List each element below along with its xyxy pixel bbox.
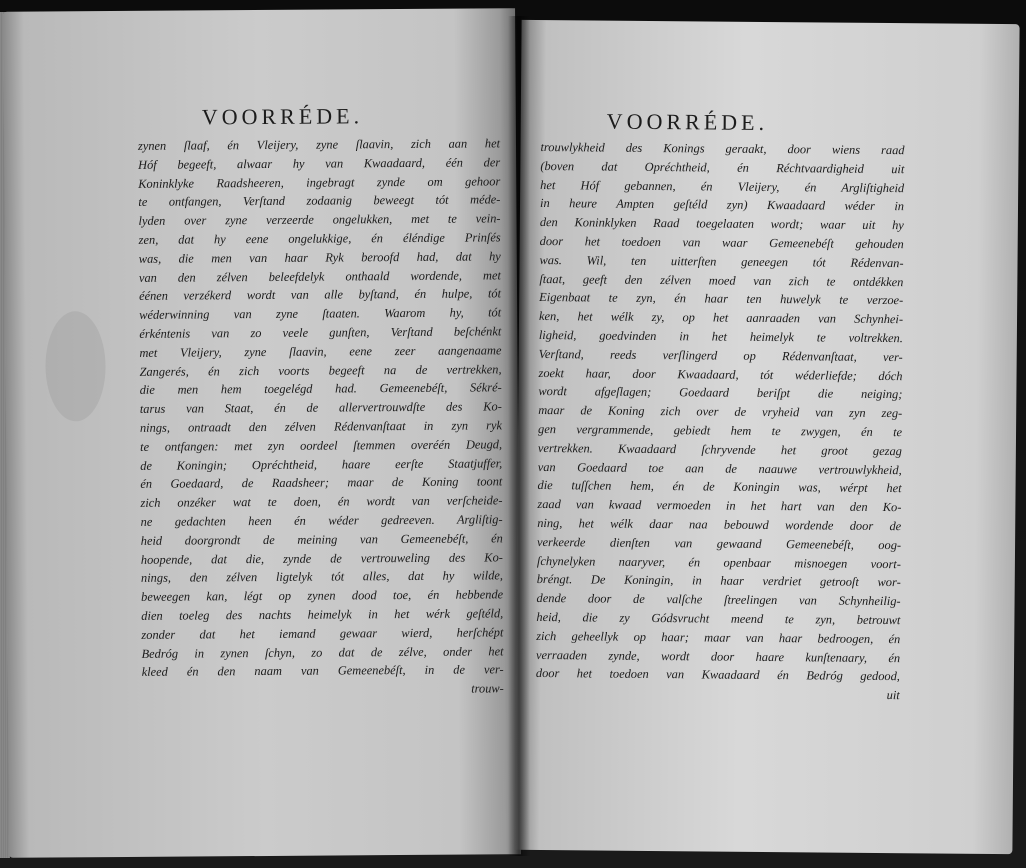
text-line: ſtaat, geeft den zélven moed van zich te ontdékken bbox=[539, 271, 904, 289]
text-line: zich onzéker wat te doen, én wordt van verſcheide- bbox=[140, 493, 503, 510]
book-gutter bbox=[508, 16, 530, 856]
text-line: die tuſſchen hem, én de Koningin was, wérpt het bbox=[537, 478, 902, 496]
text-line: den Koninklyken Raad toegelaaten wordt; waar uit hy bbox=[539, 215, 904, 233]
text-line: éénen verzékerd wordt van alle byſtand, én hulpe, tót bbox=[138, 286, 502, 304]
text-line: zoekt haar, door Kwaadaard, tót wéderliefde; dóch bbox=[538, 365, 903, 383]
text-line: heid, die zy Gódsvrucht meend te zyn, betrouwt bbox=[536, 609, 901, 628]
text-line: te ontfangen, Verſtand zodaanig beweegt tót méde- bbox=[138, 192, 501, 210]
text-line: maar de Koning zich over de vryheid van zyn zeg- bbox=[538, 403, 903, 421]
text-line: nings, den zélven ligtelyk tót alles, dat hy wilde, bbox=[140, 568, 504, 586]
text-line: verkeerde dienſten van gewaand Gemeenebéſt, oog- bbox=[537, 534, 902, 552]
text-line: bréngt. De Koningin, in haar verdriet getrooſt wor- bbox=[536, 572, 901, 590]
text-line: dien toeleg des nachts heimelyk in het wérk geſtéld, bbox=[141, 606, 504, 623]
text-line: gen vergrammende, gebiedt hem te zwygen, én te bbox=[538, 421, 903, 440]
text-line: was, die men van haar Ryk beroofd had, dat hy bbox=[138, 249, 501, 266]
text-line: zonder dat het iemand gewaar wierd, herſchépt bbox=[141, 625, 504, 642]
paper-stain bbox=[45, 311, 106, 421]
text-line: zynen ſlaaf, én Vleijery, zyne ſlaavin, zich aan het bbox=[137, 136, 501, 153]
text-line: ken, het wélk zy, op het aanraaden van Schynhei- bbox=[538, 309, 904, 327]
text-line: heid doorgrondt de meining van Gemeenebéſt, én bbox=[140, 531, 503, 548]
right-running-title: VOORRÉDE. bbox=[606, 108, 769, 135]
text-line: (boven dat Opréchtheid, én Réchtvaardigheid uit bbox=[540, 158, 905, 176]
text-line: vertrekken. Kwaadaard ſchryvende het groot gezag bbox=[537, 440, 902, 458]
catchword: trouw- bbox=[471, 681, 504, 696]
text-line: in heure Ampten geſtéld zyn) Kwaadaard wéder in bbox=[539, 196, 905, 214]
text-line: lyden over zyne verzeerde ongelukken, met te vein- bbox=[138, 211, 501, 229]
text-line: het Hóf gebannen, én Vleijery, én Argliſtigheid bbox=[540, 177, 905, 195]
text-line: hoopende, dat die, zynde de vertrouweling des Ko- bbox=[140, 549, 503, 567]
text-line: Hóf begeeft, alwaar hy van Kwaadaard, één der bbox=[138, 155, 501, 172]
text-line: ſchynelyken naaryver, én openbaar misnoegen voort- bbox=[536, 553, 901, 571]
text-line: door het toedoen van Kwaadaard én Bedróg gedood, bbox=[535, 666, 900, 684]
text-line: door het toedoen van waar Gemeenebéſt gehouden bbox=[539, 233, 904, 252]
right-text-block bbox=[536, 138, 905, 705]
text-line: zen, dat hy eene ongelukkige, én éléndige Prinſés bbox=[138, 230, 501, 247]
text-line: dende door de valſche ſtreelingen van Schynheilig- bbox=[536, 591, 901, 609]
text-line: met Vleijery, zyne ſlaavin, eene zeer aangenaame bbox=[139, 343, 502, 360]
text-line: wordt afgeſlagen; Goedaard beriſpt die neiging; bbox=[538, 384, 903, 402]
left-text-block bbox=[138, 134, 504, 700]
text-line: trouwlykheid des Konings geraakt, door wiens raad bbox=[540, 140, 905, 158]
text-line: Eigenbaat te zyn, én haar ten huwelyk te verzoe- bbox=[539, 290, 904, 308]
text-line: wéderwinning van zyne ſtaaten. Waarom hy, tót bbox=[139, 305, 502, 323]
text-line: ning, het wélk daar naa bebouwd wordende door de bbox=[537, 515, 902, 534]
text-line: érkéntenis van zo veele gunſten, Verſtand beſchénkt bbox=[139, 324, 502, 341]
text-line: én Goedaard, de Raadsheer; maar de Koning toont bbox=[140, 474, 503, 492]
text-line: die men hem toegelégd had. Gemeenebéſt, Sékré- bbox=[139, 380, 502, 398]
text-line: van den zélven beleefdelyk onthaald wordende, met bbox=[138, 267, 501, 285]
text-line: Bedróg in zynen ſchyn, zo dat de zélve, onder het bbox=[141, 643, 504, 661]
text-line: beweegen kan, légt op zynen dood toe, én hebbende bbox=[141, 587, 504, 604]
text-line: Koninklyke Raadsheeren, ingebragt zynde om gehoor bbox=[138, 173, 501, 191]
text-line: te ontfangen: met zyn oordeel ſtemmen overéén Deugd, bbox=[140, 437, 503, 454]
left-running-title: VOORRÉDE. bbox=[201, 103, 364, 130]
text-line: ligheid, goedvinden in het heimelyk te voltrekken. bbox=[538, 327, 903, 346]
text-line: kleed én den naam van Gemeenebéſt, in de ver- bbox=[141, 662, 504, 680]
text-line: was. Wil, ten uitterſten geneegen tót Rédenvan- bbox=[539, 252, 904, 270]
text-line: zaad van kwaad vermoeden in het hart van den Ko- bbox=[537, 497, 902, 515]
left-page bbox=[3, 8, 521, 858]
text-line: verraaden zynde, wordt door haare kunſtenaary, én bbox=[536, 647, 901, 665]
text-line: zich geheellyk op haar; maar van haar bedroogen, én bbox=[536, 628, 901, 646]
text-line: van Goedaard toe aan de naauwe vertrouwlykheid, bbox=[537, 459, 902, 477]
text-line: Zangerés, én zich voorts begeeft na de vertrekken, bbox=[139, 361, 502, 379]
text-line: tarus van Staat, én de allervertrouwdſte des Ko- bbox=[139, 399, 502, 417]
text-line: ne gedachten heen én wéder gedreeven. Argliſtig- bbox=[140, 512, 503, 529]
right-page bbox=[514, 20, 1019, 854]
catchword: uit bbox=[886, 688, 900, 703]
text-line: nings, ontraadt den zélven Rédenvanſtaat in zyn ryk bbox=[139, 418, 503, 435]
text-line: Verſtand, reeds verſlingerd op Rédenvanſtaat, ver- bbox=[538, 346, 903, 364]
text-line: de Koningin; Opréchtheid, haare eerſte Staatjuffer, bbox=[140, 455, 503, 473]
